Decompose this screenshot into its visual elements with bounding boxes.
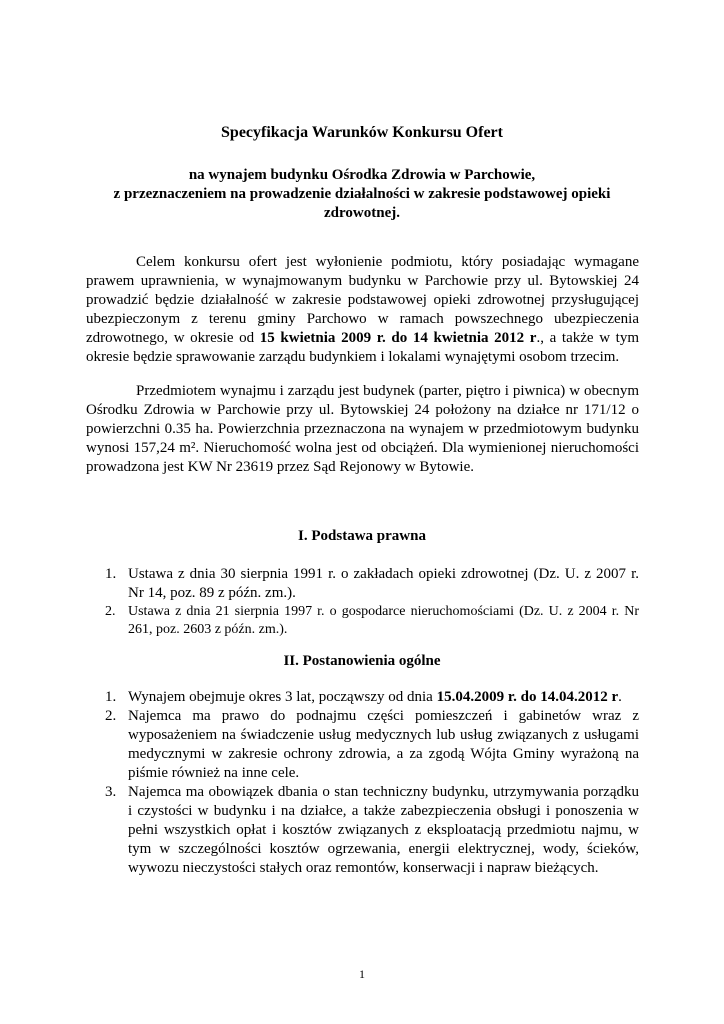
intro-text-1: Celem konkursu ofert jest wyłonienie podmiotu, który posiadając wymagane prawem uprawnienia, w wynajmowanym budynku w Parchowie przy ul. Bytowskiej 24 prowadzić będzie działalność w zakresie podstawowej opieki zdrowotnej przysługującej ubezpieczonym z terenu gminy Parchowo w ramach powszechnego ubezpieczenia zdrowotnego, w okresie od (86, 254, 639, 346)
list-item-text: Wynajem obejmuje okres 3 lat, począwszy od dnia (128, 689, 437, 705)
list-item-text: Najemca ma prawo do podnajmu części pomieszczeń i gabinetów wraz z wyposażeniem na świadczenie usług medycznych lub usług związanych z usługami medycznymi w zakresie ochrony zdrowia, a za zgodą Wójta Gminy wyrażoną na piśmie również na inne cele. (128, 708, 639, 781)
document-subtitle (90, 166, 634, 223)
list-item-number: 3. (105, 784, 117, 800)
list-item-text: Najemca ma obowiązek dbania o stan techniczny budynku, utrzymywania porządku i czystości w budynku i na działce, a także zabezpieczenia obsługi i ponoszenia w pełni wszystkich opłat i kosztów związanych z eksploatacją przedmiotu najmu, w tym w szczególności kosztów ogrzewania, energii elektrycznej, wody, ścieków, wywozu nieczystości stałych oraz remontów, konserwacji i napraw bieżących. (128, 784, 639, 876)
subject-paragraph (86, 382, 639, 477)
list-item (105, 603, 639, 639)
list-item (105, 707, 639, 783)
subject-text: Przedmiotem wynajmu i zarządu jest budynek (parter, piętro i piwnica) w obecnym Ośrodku Zdrowia w Parchowie przy ul. Bytowskiej 24 położony na działce nr 171/12 o powierzchni 0.35 ha. Powierzchnia przeznaczona na wynajem w przedmiotowym budynku wynosi 157,24 m². Nieruchomość wolna jest od obciążeń. Dla wymienionej nieruchomości prowadzona jest KW Nr 23619 przez Sąd Rejonowy w Bytowie. (86, 383, 639, 475)
list-item-number: 1. (105, 689, 117, 705)
general-provisions-list (105, 688, 639, 878)
intro-text-2: ., a także w tym okresie będzie sprawowanie zarządu budynkiem i lokalami wynajętymi osobom trzecim. (86, 330, 640, 365)
list-item-number: 2. (105, 604, 116, 619)
list-item (105, 688, 639, 707)
list-item (105, 565, 639, 603)
legal-basis-list (105, 565, 639, 639)
list-item-text: Ustawa z dnia 30 sierpnia 1991 r. o zakładach opieki zdrowotnej (Dz. U. z 2007 r. Nr 14, poz. 89 z późn. zm.). (128, 566, 639, 601)
list-item-date-range: 15.04.2009 r. do 14.04.2012 r (436, 689, 619, 705)
list-item-number: 1. (105, 566, 117, 582)
section-legal-basis-title: I. Podstawa prawna (298, 528, 426, 544)
intro-date-range: 15 kwietnia 2009 r. do 14 kwietnia 2012 r (259, 330, 537, 346)
page-number: 1 (359, 967, 365, 981)
subtitle-line-1: na wynajem budynku Ośrodka Zdrowia w Parchowie, (188, 167, 536, 183)
document-title: Specyfikacja Warunków Konkursu Ofert (221, 124, 503, 141)
list-item-number: 2. (105, 708, 117, 724)
intro-paragraph (86, 253, 639, 367)
list-item (105, 783, 639, 878)
section-general-provisions-title: II. Postanowienia ogólne (283, 653, 441, 669)
list-item-text: Ustawa z dnia 21 sierpnia 1997 r. o gospodarce nieruchomościami (Dz. U. z 2004 r. Nr 261, poz. 2603 z późn. zm.). (128, 604, 639, 637)
subtitle-line-2: z przeznaczeniem na prowadzenie działalności w zakresie podstawowej opieki zdrowotnej. (113, 186, 611, 221)
list-item-text-end: . (618, 689, 622, 705)
